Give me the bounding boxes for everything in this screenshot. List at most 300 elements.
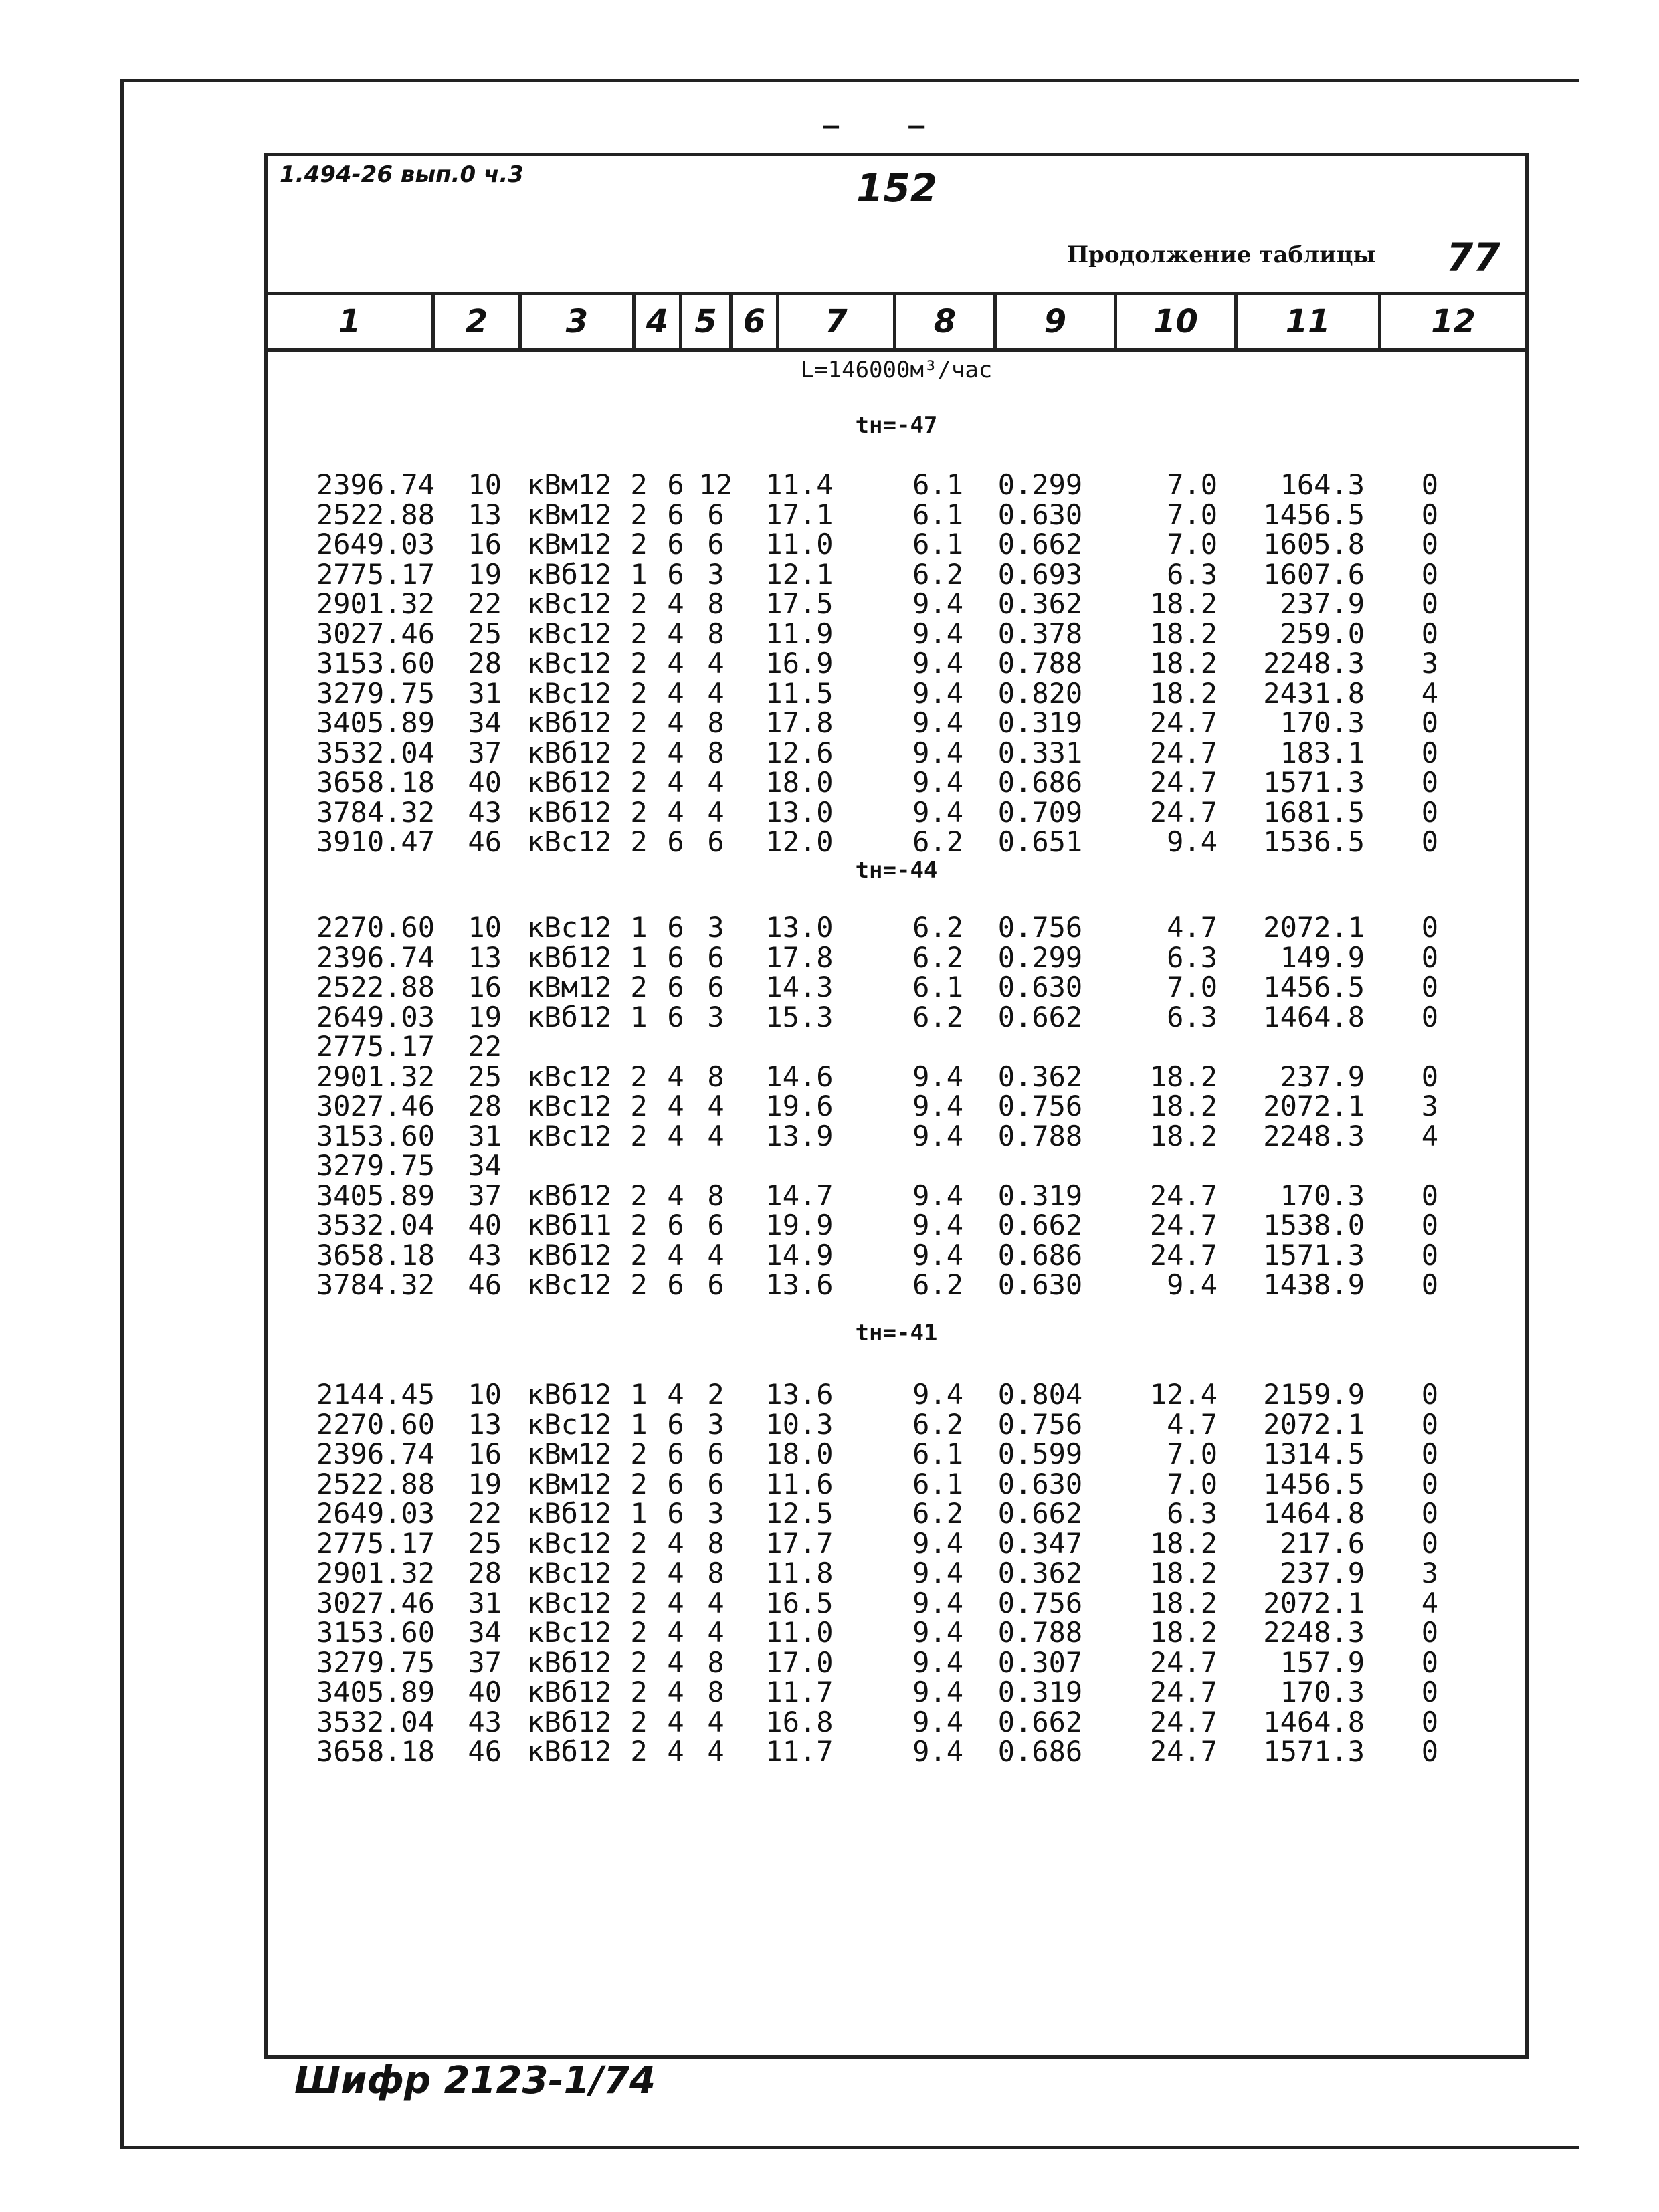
table-row xyxy=(268,1645,1525,1679)
table-cell: 19 xyxy=(468,1467,502,1500)
table-cell: 37 xyxy=(468,1179,502,1212)
table-cell: 8 xyxy=(707,1060,724,1093)
table-cell: 9.4 xyxy=(912,1705,963,1738)
column-header: 1 xyxy=(268,295,435,348)
table-cell: 0.804 xyxy=(997,1378,1083,1411)
table-cell: 6 xyxy=(667,1497,684,1530)
table-cell: 2 xyxy=(630,1238,648,1272)
table-cell: 8 xyxy=(707,736,724,769)
table-cell: 6.3 xyxy=(1167,940,1217,974)
table-cell: 3153.60 xyxy=(316,647,435,680)
table-cell: 0.319 xyxy=(997,1179,1083,1212)
table-cell: 2901.32 xyxy=(316,1556,435,1590)
table-cell: 0 xyxy=(1421,557,1438,591)
table-cell: 2 xyxy=(630,647,648,680)
table-cell: 2 xyxy=(630,825,648,859)
table-cell: 0.788 xyxy=(997,647,1083,680)
table-cell: 6 xyxy=(667,1268,684,1302)
table-cell: 0.630 xyxy=(997,971,1083,1004)
table-cell: 6.2 xyxy=(912,940,963,974)
table-cell: 2396.74 xyxy=(316,468,435,502)
table-cell: кВм12 xyxy=(527,971,612,1004)
table-cell: 0.662 xyxy=(997,1000,1083,1033)
table-cell: 0.788 xyxy=(997,1119,1083,1152)
table-cell: 4 xyxy=(667,676,684,710)
table-cell: 2 xyxy=(630,1179,648,1212)
table-cell: 0.630 xyxy=(997,1268,1083,1302)
table-cell: 11.6 xyxy=(765,1467,834,1500)
table-cell: 4 xyxy=(707,1735,724,1769)
table-row xyxy=(268,557,1525,591)
table-cell: 2 xyxy=(630,528,648,561)
table-cell: 2 xyxy=(630,1586,648,1619)
table-cell: 4 xyxy=(667,1238,684,1272)
table-cell: 16.9 xyxy=(765,647,834,680)
table-cell: кВм12 xyxy=(527,528,612,561)
table-cell: 0.362 xyxy=(997,1060,1083,1093)
column-header: 5 xyxy=(682,295,733,348)
table-row xyxy=(268,1618,1525,1648)
table-cell: кВб12 xyxy=(527,766,612,799)
table-cell: 2 xyxy=(630,1090,648,1123)
table-row xyxy=(268,619,1525,649)
table-cell: 6 xyxy=(667,498,684,531)
table-cell: 17.7 xyxy=(765,1526,834,1560)
table-cell: кВб12 xyxy=(527,1735,612,1769)
table-cell: 14.7 xyxy=(765,1179,834,1212)
table-cell: 28 xyxy=(468,647,502,680)
table-cell: 0.319 xyxy=(997,1676,1083,1709)
table-cell: 0 xyxy=(1421,825,1438,859)
column-header: 2 xyxy=(435,295,522,348)
table-cell: 0.686 xyxy=(997,1238,1083,1272)
table-cell: 6 xyxy=(707,1209,724,1242)
table-cell: 2522.88 xyxy=(316,498,435,531)
table-cell: 7.0 xyxy=(1167,1467,1217,1500)
table-cell: 1605.8 xyxy=(1263,528,1365,561)
table-cell: 8 xyxy=(707,617,724,650)
table-cell: 6.3 xyxy=(1167,1000,1217,1033)
table-cell: 1571.3 xyxy=(1263,766,1365,799)
table-cell: кВб12 xyxy=(527,706,612,740)
table-cell: 0.788 xyxy=(997,1616,1083,1649)
table-cell: 1464.8 xyxy=(1263,1000,1365,1033)
table-cell: 7.0 xyxy=(1167,498,1217,531)
table-cell: 12.0 xyxy=(765,825,834,859)
table-cell: 237.9 xyxy=(1280,1556,1365,1590)
table-cell: 6 xyxy=(707,1437,724,1471)
table-cell: 16 xyxy=(468,971,502,1004)
table-cell: 6.2 xyxy=(912,825,963,859)
table-cell: 4 xyxy=(707,1586,724,1619)
table-cell: 0.662 xyxy=(997,1705,1083,1738)
page-number: 152 xyxy=(856,165,938,211)
table-cell: 4 xyxy=(667,1378,684,1411)
table-cell: 4 xyxy=(707,1616,724,1649)
table-cell: 19 xyxy=(468,557,502,591)
table-cell: 4 xyxy=(667,1705,684,1738)
table-cell: 4.7 xyxy=(1167,1407,1217,1441)
table-cell: 2901.32 xyxy=(316,1060,435,1093)
table-cell: кВс12 xyxy=(527,825,612,859)
table-cell: 6 xyxy=(707,940,724,974)
table-cell: кВб12 xyxy=(527,1645,612,1679)
table-cell: 0.331 xyxy=(997,736,1083,769)
table-cell: 6.2 xyxy=(912,911,963,944)
table-cell: 46 xyxy=(468,1735,502,1769)
table-cell: 3658.18 xyxy=(316,1238,435,1272)
table-cell: 6 xyxy=(667,1209,684,1242)
outer-frame-left xyxy=(120,79,124,2146)
table-cell: 1456.5 xyxy=(1263,971,1365,1004)
table-cell: 11.7 xyxy=(765,1676,834,1709)
table-cell: 18.2 xyxy=(1149,617,1217,650)
table-cell: 11.9 xyxy=(765,617,834,650)
table-cell: 1 xyxy=(630,1000,648,1033)
table-cell: 3532.04 xyxy=(316,1209,435,1242)
table-cell: 0 xyxy=(1421,1526,1438,1560)
table-cell: кВб12 xyxy=(527,1497,612,1530)
table-cell: 6 xyxy=(707,528,724,561)
table-cell: 43 xyxy=(468,1705,502,1738)
table-cell: 1314.5 xyxy=(1263,1437,1365,1471)
table-cell: 13.6 xyxy=(765,1378,834,1411)
table-cell: 43 xyxy=(468,1238,502,1272)
table-cell: 9.4 xyxy=(912,1090,963,1123)
table-cell: 13 xyxy=(468,498,502,531)
table-row xyxy=(268,1467,1525,1500)
table-section xyxy=(268,1380,1525,1767)
table-row xyxy=(268,1556,1525,1590)
table-cell: 18.2 xyxy=(1149,1090,1217,1123)
table-section xyxy=(268,470,1525,858)
table-cell: 3153.60 xyxy=(316,1119,435,1152)
table-cell: 2 xyxy=(630,1705,648,1738)
table-cell: 11.0 xyxy=(765,1616,834,1649)
table-cell: 4 xyxy=(707,1119,724,1152)
table-cell: 9.4 xyxy=(912,617,963,650)
table-cell: 9.4 xyxy=(912,1616,963,1649)
table-cell: 4 xyxy=(667,706,684,740)
table-cell: 3784.32 xyxy=(316,795,435,829)
table-cell: 2159.9 xyxy=(1263,1378,1365,1411)
table-cell: кВм12 xyxy=(527,1437,612,1471)
table-row xyxy=(268,470,1525,500)
table-cell: 4 xyxy=(667,1586,684,1619)
table-cell: 1 xyxy=(630,911,648,944)
table-cell: 0.299 xyxy=(997,468,1083,502)
table-cell: 0.319 xyxy=(997,706,1083,740)
table-row xyxy=(268,1499,1525,1529)
table-cell: 17.8 xyxy=(765,940,834,974)
table-cell: 3027.46 xyxy=(316,1586,435,1619)
table-cell: 0 xyxy=(1421,766,1438,799)
table-cell: 0.756 xyxy=(997,911,1083,944)
table-cell: кВб12 xyxy=(527,940,612,974)
table-cell: 183.1 xyxy=(1280,736,1365,769)
column-header: 9 xyxy=(997,295,1117,348)
table-cell: кВб12 xyxy=(527,1378,612,1411)
column-header: 4 xyxy=(636,295,682,348)
table-cell: 11.7 xyxy=(765,1735,834,1769)
table-cell: 2775.17 xyxy=(316,1526,435,1560)
table-cell: 157.9 xyxy=(1280,1645,1365,1679)
table-cell: 11.5 xyxy=(765,676,834,710)
column-header: 10 xyxy=(1117,295,1238,348)
table-cell: 4 xyxy=(1421,1586,1438,1619)
table-cell: 2 xyxy=(630,736,648,769)
table-cell: 4 xyxy=(667,647,684,680)
table-cell: 4 xyxy=(667,1556,684,1590)
table-cell: 2 xyxy=(630,795,648,829)
column-header-row xyxy=(268,292,1525,352)
table-cell: 1681.5 xyxy=(1263,795,1365,829)
table-cell: 1 xyxy=(630,557,648,591)
table-cell: 3 xyxy=(707,1407,724,1441)
table-cell: 16 xyxy=(468,1437,502,1471)
table-cell: 2 xyxy=(630,1676,648,1709)
table-cell: кВб12 xyxy=(527,795,612,829)
table-cell: 4 xyxy=(707,1705,724,1738)
table-cell: 10 xyxy=(468,1378,502,1411)
table-cell: 24.7 xyxy=(1149,1705,1217,1738)
table-cell: 28 xyxy=(468,1556,502,1590)
table-cell: 14.6 xyxy=(765,1060,834,1093)
table-cell: 4 xyxy=(667,1645,684,1679)
table-cell: 0 xyxy=(1421,1437,1438,1471)
table-cell: 3 xyxy=(1421,1090,1438,1123)
table-cell: 16 xyxy=(468,528,502,561)
table-cell: 24.7 xyxy=(1149,1238,1217,1272)
table-cell: 18.2 xyxy=(1149,1119,1217,1152)
table-cell: 2 xyxy=(630,587,648,621)
table-cell: 3405.89 xyxy=(316,1179,435,1212)
table-cell: 9.4 xyxy=(912,1526,963,1560)
table-cell: 3658.18 xyxy=(316,766,435,799)
table-cell: 3 xyxy=(707,557,724,591)
table-cell: 1464.8 xyxy=(1263,1497,1365,1530)
table-cell: кВм12 xyxy=(527,498,612,531)
table-cell: 237.9 xyxy=(1280,587,1365,621)
table-cell: 0 xyxy=(1421,1467,1438,1500)
table-cell: 0 xyxy=(1421,971,1438,1004)
table-cell: 40 xyxy=(468,766,502,799)
table-cell: 2 xyxy=(630,1119,648,1152)
table-cell: кВс12 xyxy=(527,587,612,621)
table-cell: 0.347 xyxy=(997,1526,1083,1560)
table-cell: 3153.60 xyxy=(316,1616,435,1649)
table-cell: 1456.5 xyxy=(1263,498,1365,531)
column-header: 7 xyxy=(779,295,896,348)
table-cell: 18.2 xyxy=(1149,1526,1217,1560)
table-cell: 2 xyxy=(630,766,648,799)
table-cell: 6 xyxy=(667,971,684,1004)
table-cell: 25 xyxy=(468,1526,502,1560)
table-cell: 6 xyxy=(667,940,684,974)
table-row xyxy=(268,1062,1525,1092)
reference-note: 1.494-26 вып.0 ч.3 xyxy=(280,161,524,188)
table-cell: 2775.17 xyxy=(316,557,435,591)
table-cell: 19.9 xyxy=(765,1209,834,1242)
table-cell: 1456.5 xyxy=(1263,1467,1365,1500)
table-cell: кВм12 xyxy=(527,468,612,502)
table-cell: 0.756 xyxy=(997,1090,1083,1123)
table-cell: 3027.46 xyxy=(316,1090,435,1123)
table-cell: 2396.74 xyxy=(316,1437,435,1471)
table-row xyxy=(268,1151,1525,1181)
table-cell: 40 xyxy=(468,1209,502,1242)
table-cell: 0 xyxy=(1421,1060,1438,1093)
table-cell: 170.3 xyxy=(1280,706,1365,740)
table-cell: 9.4 xyxy=(912,647,963,680)
table-cell: 31 xyxy=(468,1119,502,1152)
table-cell: 6 xyxy=(667,468,684,502)
table-cell: 6 xyxy=(707,1467,724,1500)
table-cell: 6 xyxy=(667,1407,684,1441)
table-cell: 31 xyxy=(468,676,502,710)
table-cell: 6 xyxy=(707,1268,724,1302)
table-cell: 0 xyxy=(1421,911,1438,944)
table-cell: 8 xyxy=(707,1676,724,1709)
table-cell: 6.2 xyxy=(912,557,963,591)
table-cell: 4 xyxy=(667,1179,684,1212)
table-cell: 6 xyxy=(667,557,684,591)
table-cell: 4 xyxy=(667,1526,684,1560)
table-cell: 24.7 xyxy=(1149,795,1217,829)
table-cell: 10.3 xyxy=(765,1407,834,1441)
table-row xyxy=(268,1380,1525,1410)
table-cell: 34 xyxy=(468,706,502,740)
table-cell: 16.5 xyxy=(765,1586,834,1619)
table-row xyxy=(268,913,1525,943)
table-cell: 6.1 xyxy=(912,1437,963,1471)
table-cell: 4 xyxy=(667,766,684,799)
table-cell: 6 xyxy=(667,528,684,561)
table-cell: 8 xyxy=(707,1179,724,1212)
table-cell: 0 xyxy=(1421,587,1438,621)
table-cell: 2144.45 xyxy=(316,1378,435,1411)
table-cell: 8 xyxy=(707,1645,724,1679)
table-cell: 2 xyxy=(630,971,648,1004)
table-cell: кВб12 xyxy=(527,1000,612,1033)
table-cell: 6.1 xyxy=(912,528,963,561)
table-cell: 3279.75 xyxy=(316,1149,435,1183)
table-cell: 0.662 xyxy=(997,1209,1083,1242)
table-cell: 2 xyxy=(630,706,648,740)
table-cell: 2 xyxy=(630,1526,648,1560)
table-cell: кВс12 xyxy=(527,676,612,710)
table-cell: 6.2 xyxy=(912,1268,963,1302)
table-row xyxy=(268,1526,1525,1560)
table-cell: 164.3 xyxy=(1280,468,1365,502)
table-cell: 0.378 xyxy=(997,617,1083,650)
table-cell: 8 xyxy=(707,706,724,740)
table-cell: 18.2 xyxy=(1149,1616,1217,1649)
table-cell: 3027.46 xyxy=(316,617,435,650)
table-cell: 4 xyxy=(667,617,684,650)
table-cell: 0 xyxy=(1421,736,1438,769)
table-cell: 6 xyxy=(707,971,724,1004)
table-cell: 24.7 xyxy=(1149,766,1217,799)
table-cell: кВс12 xyxy=(527,1616,612,1649)
table-cell: кВс12 xyxy=(527,911,612,944)
table-cell: 24.7 xyxy=(1149,1735,1217,1769)
table-cell: 0 xyxy=(1421,617,1438,650)
table-cell: 18.0 xyxy=(765,1437,834,1471)
table-cell: 2072.1 xyxy=(1263,1586,1365,1619)
table-cell: 13.9 xyxy=(765,1119,834,1152)
table-cell: 37 xyxy=(468,1645,502,1679)
table-row xyxy=(268,795,1525,829)
table-cell: кВс12 xyxy=(527,1556,612,1590)
table-cell: 9.4 xyxy=(912,676,963,710)
table-row xyxy=(268,1238,1525,1272)
table-row xyxy=(268,1032,1525,1062)
table-cell: 217.6 xyxy=(1280,1526,1365,1560)
table-cell: 7.0 xyxy=(1167,468,1217,502)
table-cell: 0.686 xyxy=(997,766,1083,799)
table-cell: 17.5 xyxy=(765,587,834,621)
table-cell: 2 xyxy=(630,1467,648,1500)
table-cell: 0 xyxy=(1421,1735,1438,1769)
table-cell: 0.709 xyxy=(997,795,1083,829)
continuation-label: Продолжение таблицы xyxy=(1067,241,1376,268)
table-cell: 3279.75 xyxy=(316,1645,435,1679)
table-cell: 4 xyxy=(1421,1119,1438,1152)
table-cell: 4.7 xyxy=(1167,911,1217,944)
table-cell: 3405.89 xyxy=(316,706,435,740)
table-sheet xyxy=(264,153,1529,2102)
table-cell: 0 xyxy=(1421,1268,1438,1302)
section-label: tн=-41 xyxy=(855,1320,938,1346)
table-cell: 13.0 xyxy=(765,795,834,829)
table-cell: кВб12 xyxy=(527,736,612,769)
table-row xyxy=(268,1737,1525,1767)
table-cell: 0 xyxy=(1421,1179,1438,1212)
table-cell: 0 xyxy=(1421,1238,1438,1272)
table-cell: 24.7 xyxy=(1149,1645,1217,1679)
table-cell: 9.4 xyxy=(912,1060,963,1093)
outer-frame-bottom xyxy=(120,2146,1579,2149)
table-cell: 2 xyxy=(707,1378,724,1411)
table-cell: 18.2 xyxy=(1149,1556,1217,1590)
table-cell: 6 xyxy=(667,825,684,859)
table-cell: 13.0 xyxy=(765,911,834,944)
table-cell: 8 xyxy=(707,587,724,621)
column-header: 3 xyxy=(522,295,636,348)
table-cell: 2775.17 xyxy=(316,1030,435,1064)
table-cell: 1571.3 xyxy=(1263,1735,1365,1769)
table-row xyxy=(268,589,1525,619)
table-cell: кВс12 xyxy=(527,1526,612,1560)
table-cell: 2 xyxy=(630,1616,648,1649)
table-row xyxy=(268,1119,1525,1152)
table-row xyxy=(268,1407,1525,1441)
table-cell: 6.3 xyxy=(1167,1497,1217,1530)
table-cell: 0.651 xyxy=(997,825,1083,859)
table-cell: 3784.32 xyxy=(316,1268,435,1302)
table-cell: 1607.6 xyxy=(1263,557,1365,591)
table-cell: 0 xyxy=(1421,498,1438,531)
table-row xyxy=(268,827,1525,858)
table-cell: 2 xyxy=(630,498,648,531)
table-row xyxy=(268,649,1525,679)
table-row xyxy=(268,1678,1525,1708)
table-cell: 8 xyxy=(707,1526,724,1560)
table-cell: 2 xyxy=(630,1735,648,1769)
table-cell: 0 xyxy=(1421,528,1438,561)
table-row xyxy=(268,1586,1525,1619)
